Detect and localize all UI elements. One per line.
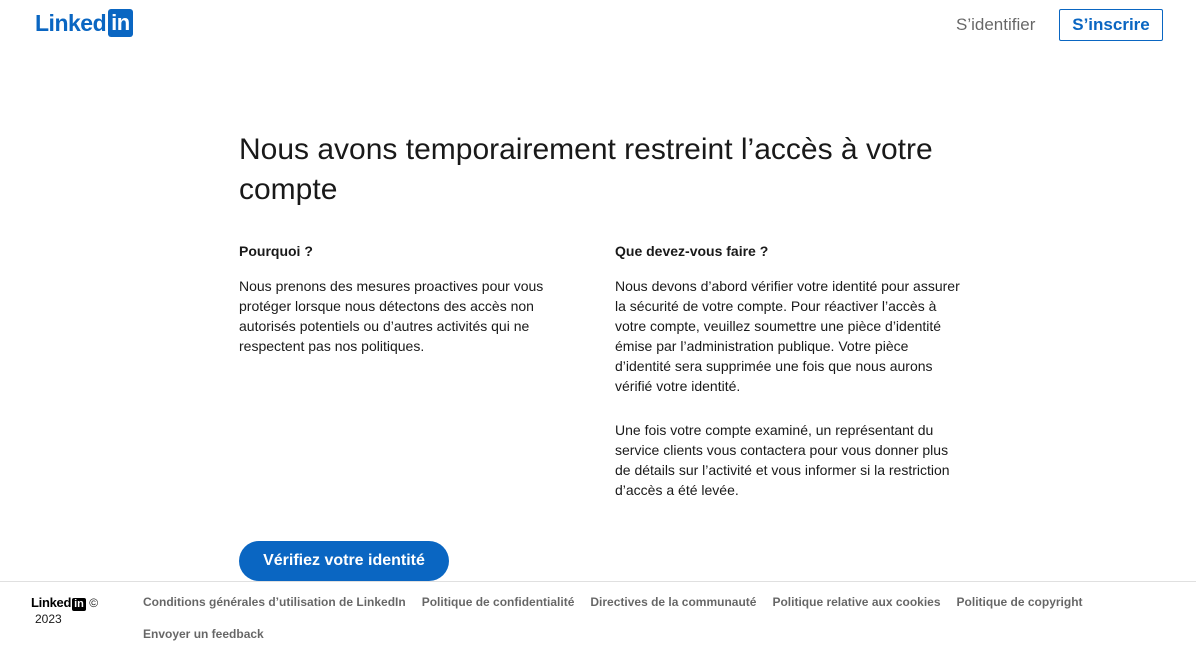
linkedin-logo-icon[interactable] <box>35 9 133 37</box>
footer-logo <box>31 596 131 626</box>
logo-wordmark: Linked <box>35 10 107 36</box>
footer-links <box>143 595 1143 641</box>
footer-link-send-feedback[interactable]: Envoyer un feedback <box>143 627 264 641</box>
todo-paragraph-1: Nous devons d’abord vérifier votre identité pour assurer la sécurité de votre compte. Pour réactiver l’accès à votre compte, veuillez soumettre une pièce d’identité émise par l’administration publique. Votre pièce d’identité sera supprimée une fois que nous aurons vérifié votre identité. <box>615 278 960 394</box>
verify-identity-button[interactable]: Vérifiez votre identité <box>239 541 449 581</box>
copyright-symbol: © <box>89 596 99 610</box>
footer-logo-wordmark: Linked <box>31 595 72 610</box>
todo-heading: Que devez-vous faire ? <box>615 243 769 259</box>
signin-link[interactable]: S’identifier <box>956 15 1036 34</box>
logo-in-box: in <box>108 9 133 37</box>
footer <box>0 581 1196 645</box>
footer-link-user-agreement[interactable]: Conditions générales d’utilisation de LinkedIn <box>143 595 406 609</box>
footer-link-copyright-policy[interactable]: Politique de copyright <box>956 595 1083 609</box>
top-header <box>0 0 1196 50</box>
footer-link-community-guidelines[interactable]: Directives de la communauté <box>590 595 757 609</box>
footer-logo-icon: in <box>74 598 84 610</box>
page-title: Nous avons temporairement restreint l’accès à votre compte <box>239 133 933 206</box>
footer-link-cookie-policy[interactable]: Politique relative aux cookies <box>772 595 941 609</box>
why-heading: Pourquoi ? <box>239 243 313 259</box>
why-section <box>239 242 584 380</box>
copyright-year: 2023 <box>35 612 62 626</box>
footer-link-privacy-policy[interactable]: Politique de confidentialité <box>421 595 575 609</box>
todo-section <box>615 242 960 524</box>
todo-paragraph-2: Une fois votre compte examiné, un représentant du service clients vous contactera pour vous donner plus de détails sur l’activité et vous informer si la restriction d’accès a été levée. <box>615 422 950 498</box>
why-paragraph: Nous prenons des mesures proactives pour vous protéger lorsque nous détectons des accès non autorisés potentiels ou d’autres activités qui ne respectent pas nos politiques. <box>239 278 544 354</box>
join-button[interactable]: S’inscrire <box>1059 9 1163 41</box>
